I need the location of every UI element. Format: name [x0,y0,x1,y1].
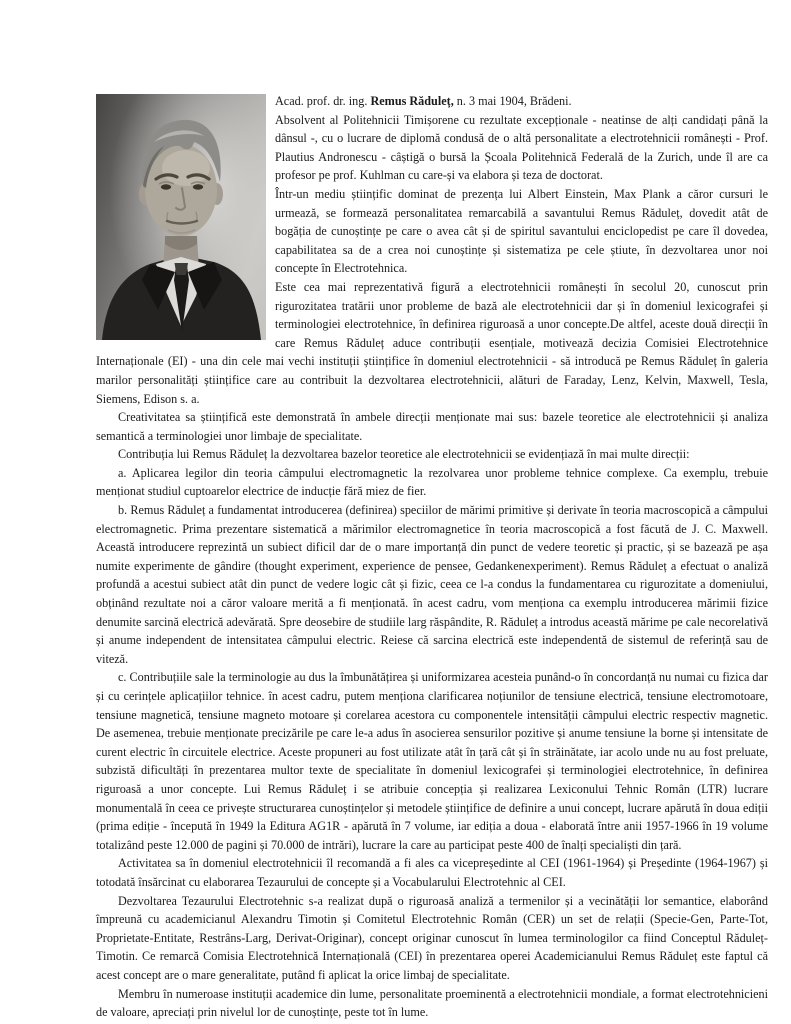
portrait-photo-graphic [96,94,266,340]
paragraph-scientific-milieu: Într-un mediu științific dominat de prezența lui Albert Einstein, Max Plank a căror cursuri le urmează, se formează personalitatea remarcabilă a savantului Remus Răduleț, dovedit atât de bogăția de cunoștințe pe care o avea cât și de spiritul savantului enciclopedist pe care îl dovedea, capabilitatea sa de a crea noi cunoștințe și sistematiza pe cele știute, în dezvoltarea unor noi concepte în Electrotehnica. [275,186,768,276]
paragraph-membership: Membru în numeroase instituții academice din lume, personalitate proeminentă a electrotehnicii mondiale, a format electrotehnicieni de valoare, apreciați prin nivelul lor de cunoștințe, peste tot în lume. [96,986,768,1020]
portrait-photo [96,94,266,340]
paragraph-education: Absolvent al Politehnicii Timișorene cu rezultate excepționale - neatinse de alți candidați până la dânsul -, cu o lucrare de diplomă condusă de o altă personalitate a electrotehnicii românești - Prof. Plautius Andronescu - câștigă o bursă la Școala Politehnică Federală de la Zurich, unde îl are ca profesor pe prof. Kuhlman cu care-și va elabora și teza de doctorat. [275,112,768,183]
paragraph-creativity: Creativitatea sa științifică este demonstrată în ambele direcții menționate mai sus: bazele teoretice ale electrotehnicii și analiza semantică a terminologiei unor limbaje de specialitate. [96,410,768,443]
paragraph-representative-figure: Este cea mai reprezentativă figură a electrotehnicii românești în secolul 20, cunoscut prin rigurozitatea tratării unor probleme de bază ale electrotehnicii dar și în domeniul lexicografei și terminologiei electrotehnice, în definirea riguroasă a unor concepte.De altfel, aceste două direcții în care Remus Răduleț aduce contribuții esențiale, motivează decizia Comisiei Electrotehnice Internaționale (EI) - una din cele mai vechi instituții științifice în domeniul electrotehnicii - să introducă pe Remus Răduleț în galeria marilor personalități științifice care au contribuit la dezvoltarea electrotehnicii, alături de Faraday, Lenz, Kelvin, Maxwell, Tesla, Siemens, Edison s. a. [96,279,768,406]
byline-prefix: Acad. prof. dr. ing. [275,94,371,108]
paragraph-item-c: c. Contribuțiile sale la terminologie au dus la îmbunătățirea și uniformizarea acesteia punând-o în concordanță nu numai cu fizica dar și cu cerințele aplicațiilor tehnice. în acest cadru, putem menționa clarificarea noțiunilor de tensiune electrică, tensiune electromotoare, tensiune magnetică, tensiune magneto motoare și corelarea acestora cu componentele intensității câmpului electric respectiv magnetic. De asemenea, trebuie menționate precizările pe care le-a adus în asocierea sensurilor pozitive și anume tensiune la borne și intensitate de curent electric în circuitele electrice. Aceste propuneri au fost utilizate atât în țară cât și în străinătate, iar acolo unde nu au fost preluate, subzistă dificultăți în prezentarea multor texte de specialitate în domeniul lexicografei și terminologiei electrotehnice, în definirea riguroasă a unor concepte. Lui Remus Răduleț i se atribuie concepția și realizarea Lexiconului Tehnic Român (LTR) lucrare monumentală în ceea ce privește structurarea cunoștințelor și metodele științifice de definire a unui concept, lucrare apărută în doua ediții (prima ediție - începută în 1949 la Editura AG1R - apărută în 7 volume, iar ediția a doua - elaborată între anii 1957-1966 în 19 volume totalizând peste 12.000 de pagini și 70.000 de intrări), lucrare la care au participat peste 400 de înalți specialiști din țară. [96,670,768,852]
paragraph-cei-activity: Activitatea sa în domeniul electrotehnicii îl recomandă a fi ales ca vicepreședinte al CEI (1961-1964) și Președinte (1964-1967) și totodată însărcinat cu elaborarea Tezaurului de concepte și a Vocabularului Electrotehnic al CEI. [96,856,768,889]
paragraph-item-a: a. Aplicarea legilor din teoria câmpului electromagnetic la rezolvarea unor probleme tehnice complexe. Ca exemplu, trebuie menționat studiul cuptoarelor electrice de inducție fără miez de fier. [96,465,768,499]
byline-suffix: n. 3 mai 1904, Brădeni. [453,94,572,108]
person-name: Remus Răduleț, [370,94,454,108]
paragraph-thesaurus: Dezvoltarea Tezaurului Electrotehnic s-a realizat după o riguroasă analiză a termenilor și a vecinătății lor semantice, elaborând împreună cu academicianul Alexandru Timotin și Comitetul Electrotehnic Român (CER) un set de relații (Specie-Gen, Parte-Tot, Proprietate-Entitate, Restrâns-Larg, Derivat-Originar), concept originar cunoscut în lumea terminologilor ca fiind Conceptul Răduleț- Timotin. Ce remarcă Comisia Electrotehnică Internațională (CEI) în prezentarea operei Academicianului Remus Răduleț este faptul că acest concept are o mare generalitate, putând fi aplicat la orice limbaj de specialitate. [96,893,768,982]
paragraph-item-b: b. Remus Răduleț a fundamentat introducerea (definirea) speciilor de mărimi primitive și derivate în teoria macroscopică a câmpului electromagnetic. Prima prezentare sistematică a mărimilor electromagnetice în teoria macroscopică a fost făcută de J. C. Maxwell. Această introducere reprezintă un subiect dificil dar de o mare importanță din punct de vedere teoretic și practic, și se bazează pe așa numite experimente de gândire (thought experiment, experience de pensee, Gedankenexperiment). Remus Răduleț a efectuat o analiză profundă a acestui subiect atât din punct de vedere logic cât și fizic, ceea ce l-a condus la fundamentarea cu rigurozitate a domeniului, obținând rezultate noi a căror valoare merită a fi menționată. în acest cadru, vom menționa ca exemplu introducerea mărimii fizice denumite sarcină electrică adevărată. Spre deosebire de studiile larg răspândite, R. Răduleț a introdus această mărime pe cale necorelativă și anume independent de intensitatea câmpului electric. Reiese că sarcina electrică este independentă de sistemul de referință sau de viteză. [96,503,768,666]
paragraph-contributions-intro: Contribuția lui Remus Răduleț la dezvoltarea bazelor teoretice ale electrotehnicii se evidențiază în mai multe direcții: [118,447,690,462]
